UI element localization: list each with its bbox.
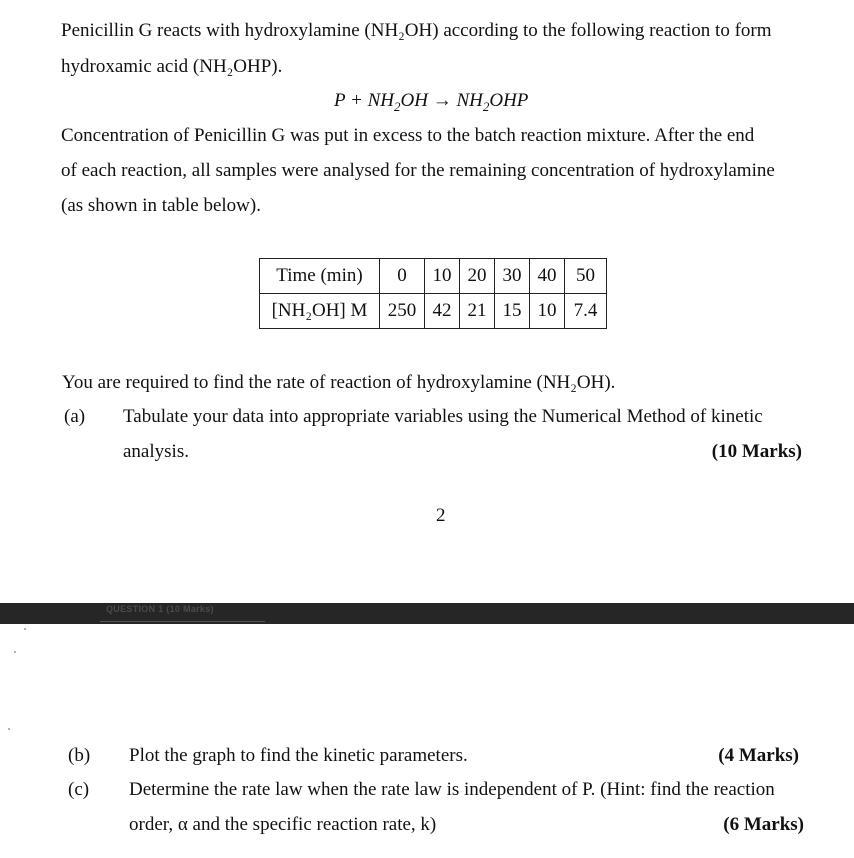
table-cell: 7.4 (565, 294, 607, 329)
table-header-time: Time (min) (260, 259, 380, 294)
band-heading: QUESTION 1 (10 Marks) (106, 604, 214, 614)
scan-speck (8, 728, 10, 730)
table-row-concentration (260, 294, 607, 329)
scan-speck (24, 628, 26, 630)
part-c-label: (c) (68, 779, 90, 800)
table-cell: 250 (380, 294, 425, 329)
table-row-time (260, 259, 607, 294)
table-cell: 50 (565, 259, 607, 294)
table-cell: 0 (380, 259, 425, 294)
part-c-line-2: order, α and the specific reaction rate, k) (129, 814, 437, 835)
table-cell: 15 (495, 294, 530, 329)
part-a-label: (a) (64, 406, 86, 427)
paragraph-line-2: of each reaction, all samples were analysed for the remaining concentration of hydroxylamine (61, 160, 775, 181)
part-a-line-2: analysis. (123, 441, 189, 462)
table-cell: 21 (460, 294, 495, 329)
task-intro: You are required to find the rate of reaction of hydroxylamine (NH₂OH). (62, 372, 616, 393)
paragraph-line-1: Concentration of Penicillin G was put in excess to the batch reaction mixture. After the end (61, 125, 755, 146)
equation-rhs-tail: OHP (489, 90, 529, 111)
table-cell: 20 (460, 259, 495, 294)
intro-line-2: hydroxamic acid (NH₂OHP). (61, 56, 283, 77)
equation-lhs: P + NH (334, 90, 394, 111)
table-cell: 40 (530, 259, 565, 294)
part-a-line-1: Tabulate your data into appropriate variables using the Numerical Method of kinetic (123, 406, 763, 427)
table-cell: 10 (425, 259, 460, 294)
table-cell: 30 (495, 259, 530, 294)
part-b-text: Plot the graph to find the kinetic parameters. (129, 745, 468, 766)
paragraph-line-3: (as shown in table below). (61, 195, 261, 216)
data-table (259, 258, 607, 329)
part-a-marks: (10 Marks) (711, 441, 802, 462)
equation-lhs-tail: OH (400, 90, 428, 111)
equation-rhs: NH (456, 90, 483, 111)
page-number: 2 (436, 505, 446, 526)
band-underline (100, 621, 265, 622)
part-c-marks: (6 Marks) (723, 814, 804, 835)
reaction-equation (334, 90, 528, 115)
reaction-arrow-icon: → (432, 90, 452, 111)
intro-line-1: Penicillin G reacts with hydroxylamine (NH₂OH) according to the following reaction to form (61, 20, 772, 41)
table-cell: 42 (425, 294, 460, 329)
part-c-line-1: Determine the rate law when the rate law is independent of P. (Hint: find the reaction (129, 779, 775, 800)
scan-speck (14, 651, 16, 653)
part-b-label: (b) (68, 745, 91, 766)
table-header-concentration: [NH₂OH] M (260, 294, 380, 329)
equation-rhs-subscript: 2 (482, 98, 490, 114)
part-b-marks: (4 Marks) (718, 745, 799, 766)
table-cell: 10 (530, 294, 565, 329)
equation-lhs-subscript: 2 (393, 98, 401, 114)
